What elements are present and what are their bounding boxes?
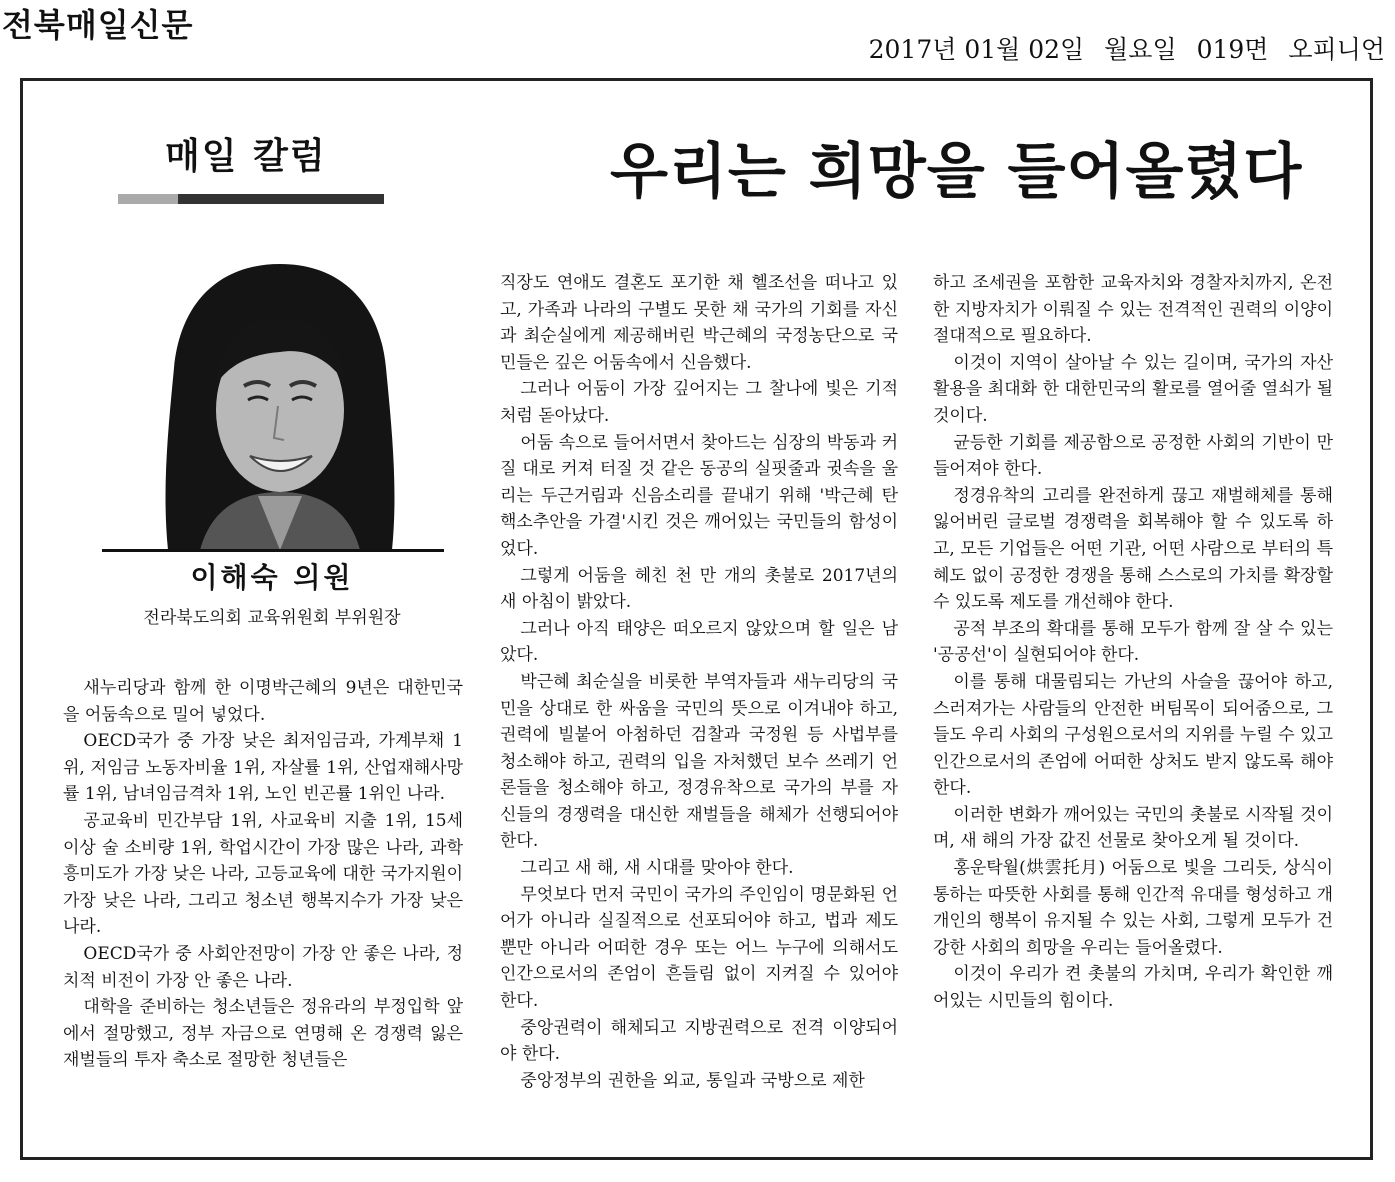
paragraph: 중앙권력이 해체되고 지방권력으로 전격 이양되어야 한다. — [500, 1017, 898, 1065]
page-number: 019면 — [1196, 35, 1269, 64]
article-column-3 — [933, 270, 1333, 1015]
paragraph: 그렇게 어둠을 헤친 천 만 개의 촛불로 2017년의 새 아침이 밝았다. — [500, 565, 898, 613]
paragraph: 대학을 준비하는 청소년들은 정유라의 부정입학 앞에서 절망했고, 정부 자금으로 연명해 온 경쟁력 잃은 재벌들의 투자 축소로 절망한 청년들은 — [63, 997, 463, 1071]
paragraph: 그러나 아직 태양은 떠오르지 않았으며 할 일은 남았다. — [500, 618, 898, 666]
column-label: 매일 칼럼 — [165, 136, 327, 177]
publication-weekday: 월요일 — [1104, 35, 1177, 64]
paragraph: 정경유착의 고리를 완전하게 끊고 재벌해체를 통해 잃어버린 글로벌 경쟁력을 회복해야 할 수 있도록 하고, 모든 기업들은 어떤 기관, 어떤 사람으로 부터의 특혜도 없이 공정한 경쟁을 통해 스스로의 가치를 확장할 수 있도록 제도를 개선해야 한다. — [933, 485, 1333, 613]
paragraph: 공교육비 민간부담 1위, 사교육비 지출 1위, 15세 이상 술 소비량 1위, 학업시간이 가장 많은 나라, 과학 흥미도가 가장 낮은 나라, 고등교육에 대한 국가지원이 가장 낮은 나라, 그리고 청소년 행복지수가 가장 낮은 나라. — [63, 810, 463, 938]
newspaper-name: 전북매일신문 — [2, 6, 194, 44]
paragraph: OECD국가 중 가장 낮은 최저임금과, 가계부채 1위, 저임금 노동자비율 1위, 자살률 1위, 산업재해사망률 1위, 남녀임금격차 1위, 노인 빈곤률 1위인 나라. — [63, 731, 463, 805]
paragraph: 이러한 변화가 깨어있는 국민의 촛불로 시작될 것이며, 새 해의 가장 값진 선물로 찾아오게 될 것이다. — [933, 804, 1333, 852]
publication-info — [857, 30, 1385, 66]
paragraph: 새누리당과 함께 한 이명박근혜의 9년은 대한민국을 어둠속으로 밀어 넣었다. — [63, 678, 463, 725]
paragraph: 그러나 어둠이 가장 깊어지는 그 찰나에 빛은 기적처럼 돋아났다. — [500, 379, 898, 426]
masthead — [0, 0, 1395, 76]
paragraph: 무엇보다 먼저 국민이 국가의 주인임이 명문화된 언어가 아니라 실질적으로 선포되어야 하고, 법과 제도뿐만 아니라 어떠한 경우 또는 어느 누구에 의해서도 인간으로서의 존엄이 흔들림 없이 지켜질 수 있어야 한다. — [500, 884, 898, 1012]
section-name: 오피니언 — [1288, 35, 1385, 64]
author-title: 전라북도의회 교육위원회 부위원장 — [143, 608, 401, 628]
label-divider-dark — [178, 194, 384, 204]
paragraph: 어둠 속으로 들어서면서 찾아드는 심장의 박동과 커질 대로 커져 터질 것 같은 동공의 실핏줄과 귓속을 울리는 두근거림과 신음소리를 끝내기 위해 '박근혜 탄핵소추안을 가결'시킨 것은 깨어있는 국민들의 함성이었다. — [500, 432, 898, 559]
article-headline: 우리는 희망을 들어올렸다 — [610, 137, 1303, 207]
author-name: 이해숙 의원 — [190, 561, 354, 594]
paragraph: 이것이 지역이 살아날 수 있는 길이며, 국가의 자산 활용을 최대화 한 대한민국의 활로를 열어줄 열쇠가 될 것이다. — [933, 352, 1333, 426]
paragraph: 직장도 연애도 결혼도 포기한 채 헬조선을 떠나고 있고, 가족과 나라의 구별도 못한 채 국가의 기회를 자신과 최순실에게 제공해버린 박근혜의 국정농단으로 국민들은 깊은 어둠속에서 신음했다. — [500, 273, 898, 373]
paragraph: 중앙정부의 권한을 외교, 통일과 국방으로 제한 — [520, 1070, 865, 1091]
paragraph: OECD국가 중 사회안전망이 가장 안 좋은 나라, 정치적 비전이 가장 안 좋은 나라. — [63, 943, 463, 991]
label-divider-light — [118, 194, 178, 204]
publication-date: 2017년 01월 02일 — [868, 35, 1085, 64]
paragraph: 이를 통해 대물림되는 가난의 사슬을 끊어야 하고, 스러져가는 사람들의 안전한 버팀목이 되어줌으로, 그들도 우리 사회의 구성원으로서의 지위를 누릴 수 있고 인간으로서의 존엄에 어떠한 상처도 받지 않도록 해야 한다. — [933, 671, 1333, 799]
author-portrait — [160, 260, 400, 550]
portrait-underline — [102, 549, 444, 552]
article-column-1 — [63, 675, 463, 1074]
paragraph: 하고 조세권을 포함한 교육자치와 경찰자치까지, 온전한 지방자치가 이뤄질 수 있는 전격적인 권력의 이양이 절대적으로 필요하다. — [933, 273, 1333, 347]
paragraph: 박근혜 최순실을 비롯한 부역자들과 새누리당의 국민을 상대로 한 싸움을 국민의 뜻으로 이겨내야 하고, 권력에 빌붙어 아첨하던 검찰과 국정원 등 사법부를 청소해야 하고, 권력의 입을 자처했던 보수 쓰레기 언론들을 청소해야 하고, 정경유착으로 국가의 부를 자신들의 경쟁력을 대신한 재벌들을 해체가 선행되어야 한다. — [500, 671, 898, 852]
paragraph: 균등한 기회를 제공함으로 공정한 사회의 기반이 만들어져야 한다. — [933, 432, 1333, 480]
paragraph: 홍운탁월(烘雲托月) 어둠으로 빛을 그리듯, 상식이 통하는 따뜻한 사회를 통해 인간적 유대를 형성하고 개개인의 행복이 유지될 수 있는 사회, 그렇게 모두가 건강한 사회의 희망을 우리는 들어올렸다. — [933, 858, 1333, 958]
paragraph: 그리고 새 해, 새 시대를 맞아야 한다. — [520, 858, 794, 879]
paragraph: 이것이 우리가 켠 촛불의 가치며, 우리가 확인한 깨어있는 시민들의 힘이다. — [933, 964, 1333, 1012]
paragraph: 공적 부조의 확대를 통해 모두가 함께 잘 살 수 있는 '공공선'이 실현되어야 한다. — [933, 618, 1333, 666]
article-column-2 — [500, 270, 898, 1094]
